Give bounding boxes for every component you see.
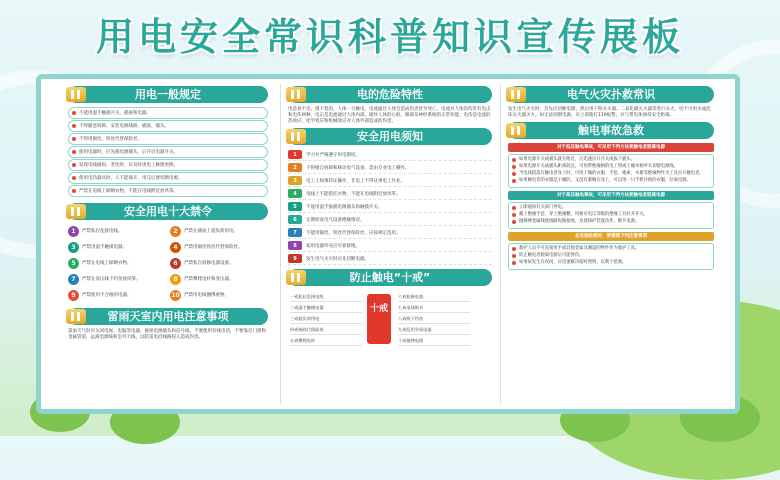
bullet-icon	[512, 247, 516, 251]
bullet-icon	[512, 254, 516, 258]
section-header-ten-bans: 安全用电十大禁令	[68, 203, 268, 220]
ban-item	[170, 256, 268, 270]
list-item	[288, 175, 492, 187]
precept-item: 七戒电线晾衣	[398, 303, 470, 313]
bullet-icon	[72, 111, 76, 115]
number-badge: 6	[288, 215, 302, 224]
number-badge: 6	[170, 258, 181, 269]
ban-item	[68, 256, 166, 270]
list-item	[288, 253, 492, 265]
list-item	[512, 171, 710, 177]
notice-text: 不得擅自拆卸和移动电气设备，需由专业电工操作。	[306, 165, 410, 171]
column-left	[68, 82, 268, 343]
ban-item	[68, 272, 166, 286]
section-header-fire: 电气火灾扑救常识	[508, 86, 714, 103]
precept-item: 三戒超负荷用电	[290, 314, 362, 324]
bullet-icon	[512, 172, 516, 176]
ban-text: 严禁用电线捆绑重物。	[184, 293, 229, 298]
ten-precepts-badge: 十戒	[367, 294, 391, 344]
aid-text: 抛掷裸金属线使线路短路接地，迫使保护装置动作，断开电源。	[519, 219, 640, 224]
number-badge: 7	[288, 228, 302, 237]
bullet-icon	[72, 137, 76, 141]
precept-item: 十戒拖拽电线	[398, 336, 470, 346]
ten-bans-grid	[68, 224, 268, 302]
list-item: 不能用湿手触摸开关、插座和电器。	[68, 107, 268, 119]
precept-item: 八戒线下钓鱼	[398, 314, 470, 324]
list-item: 不得随意拆卸、安装电源线路、插座、插头。	[68, 120, 268, 132]
number-badge: 8	[288, 241, 302, 250]
list-item	[288, 201, 492, 213]
section-header-thunderstorm: 雷雨天室内用电注意事项	[68, 308, 268, 325]
page-title: 用电安全常识科普知识宣传展板	[95, 15, 684, 59]
bullet-icon	[72, 124, 76, 128]
notice-text: 定期检查电气设备绝缘情况。	[306, 217, 365, 223]
notice-text: 不能用铜丝、铁丝代替保险丝，应按规定选用。	[306, 230, 401, 236]
aid-text: 防止触电者脱离电源后可能摔伤。	[519, 253, 584, 258]
number-badge: 1	[68, 226, 79, 237]
list-item	[288, 149, 492, 161]
column-middle	[288, 82, 492, 348]
number-badge: 9	[68, 290, 79, 301]
high-voltage-title: 对于高压触电事故，可采用下列方法使触电者脱离电源	[508, 191, 714, 200]
list-item: 使用电器时，应先插电源插头，后开启电器开关。	[68, 146, 268, 158]
number-badge: 5	[68, 258, 79, 269]
list-item	[512, 253, 710, 259]
column-right	[508, 82, 714, 270]
ban-text: 严禁用湿手触摸电器。	[82, 245, 127, 250]
high-voltage-list	[508, 202, 714, 229]
number-badge: 3	[288, 176, 302, 185]
rescue-notes-list	[508, 243, 714, 270]
aid-text: 救护人员不可直接用手或其他金属及潮湿的物件作为救护工具。	[519, 246, 640, 251]
section-header-danger: 电的危险特性	[288, 86, 492, 103]
section-header-safety-notice: 安全用电须知	[288, 128, 492, 145]
section-header-general-rules: 用电一般规定	[68, 86, 268, 103]
number-badge: 1	[288, 150, 302, 159]
list-item	[512, 157, 710, 163]
ban-item	[68, 240, 166, 254]
list-item: 不得用铜丝、铁丝代替保险丝。	[68, 133, 268, 145]
ban-text: 严禁用铜丝铁丝代替保险丝。	[184, 245, 243, 250]
list-item	[512, 246, 710, 252]
notice-text: 不能用湿手拔插电源插头和触摸开关。	[306, 204, 383, 210]
bullet-icon	[512, 165, 516, 169]
aid-text: 立即通知有关部门停电。	[519, 205, 567, 210]
general-rules-list	[68, 107, 268, 197]
aid-text: 当电线搭落在触电者身上时，可用干燥的衣服、手套、绳索、木板等绝缘物作为工具拉开触电者。	[519, 171, 704, 176]
ten-precepts	[288, 290, 492, 348]
bullet-icon	[512, 220, 516, 224]
number-badge: 10	[171, 291, 180, 299]
number-badge: 2	[170, 226, 181, 237]
notice-text: 学习并严格遵守用电制度。	[306, 152, 360, 158]
list-item	[512, 219, 710, 225]
aid-text: 如果电源开关或插头距离较远，可用带绝缘柄的电工钳或干燥木柄斧头切断电源线。	[519, 164, 678, 169]
column-divider	[500, 84, 501, 404]
number-badge: 3	[68, 242, 79, 253]
number-badge: 7	[68, 274, 79, 285]
number-badge: 9	[288, 254, 302, 263]
bullet-icon	[512, 158, 516, 162]
notice-text: 电线上不能搭挂衣物，不能在电线附近放风筝。	[306, 191, 401, 197]
list-item	[288, 188, 492, 200]
ban-text: 严禁在插座上超负荷用电。	[184, 229, 238, 234]
bullet-icon	[512, 213, 516, 217]
section-header-ten-precepts: 防止触电“十戒”	[288, 269, 492, 286]
number-badge: 4	[288, 189, 302, 198]
low-voltage-title: 对于低压触电事故，可采用下列方法使触电者脱离电源	[508, 143, 714, 152]
list-item: 严禁在电线上晾晒衣物，不能在电线附近放风筝。	[68, 185, 268, 197]
rescue-notes-title: 在实施抢救时，要遵循下列注意事项	[508, 232, 714, 241]
notice-text: 发生电气火灾时应先切断电源。	[306, 256, 369, 262]
bullet-icon	[512, 261, 516, 265]
ban-text: 严禁在电线上晾晒衣物。	[82, 261, 132, 266]
column-divider	[280, 84, 281, 404]
bullet-icon	[72, 189, 76, 193]
danger-text: 电是看不见、摸不着的，人体一旦触电，电流通过人体会造成伤害甚至死亡。电流对人体的伤害有电击和电伤两种，电击是电流通过人体内部，破坏人体的心脏、肺部及神经系统的正常功能；电伤是电流的热效应、化学效应和机械效应对人体外部造成的伤害。	[288, 107, 491, 124]
list-item	[512, 205, 710, 211]
list-item	[288, 240, 492, 252]
ban-item	[68, 224, 166, 238]
bullet-icon	[512, 206, 516, 210]
list-item	[512, 164, 710, 170]
list-item: 使用电热器具时，人不能离开，用完后要切断电源。	[68, 172, 268, 184]
precept-item: 二戒湿手触摸电器	[290, 303, 362, 313]
ban-text: 严禁使用不合格的电器。	[82, 293, 132, 298]
bullet-icon	[512, 179, 516, 183]
list-item	[288, 162, 492, 174]
precept-item: 四戒铜丝代保险丝	[290, 325, 362, 335]
ban-item	[170, 240, 268, 254]
ban-item	[170, 272, 268, 286]
ban-item	[170, 224, 268, 238]
notice-text: 电工上岗须持证操作，非电工不得从事电工作业。	[306, 178, 405, 184]
list-item	[288, 227, 492, 239]
aid-text: 戴上绝缘手套，穿上绝缘靴，用相应电压等级的绝缘工具拉开开关。	[519, 212, 648, 217]
list-item	[512, 260, 710, 266]
bullet-icon	[72, 176, 76, 180]
list-item: 发现电线破损、老化时，应及时请电工修理更换。	[68, 159, 268, 171]
precept-item: 一戒私拉乱接电线	[290, 292, 362, 302]
number-badge: 2	[288, 163, 302, 172]
thunderstorm-text: 雷雨天气时应关闭电视、电脑等电器，拔掉电源插头和信号线，不要使用有线电话，不要靠近门窗和金属管道，远离电源线和室外天线，以防雷电沿线路侵入造成伤害。	[68, 329, 266, 340]
number-badge: 5	[288, 202, 302, 211]
low-voltage-list	[508, 154, 714, 188]
bullet-icon	[72, 150, 76, 154]
number-badge: 8	[170, 274, 181, 285]
list-item	[512, 212, 710, 218]
ban-text: 严禁私自拆修电器设备。	[184, 261, 234, 266]
ban-text: 严禁在高压线下钓鱼放风筝。	[82, 277, 141, 282]
safety-notice-list	[288, 149, 492, 265]
ban-text: 严禁攀爬电杆和变压器。	[184, 277, 234, 282]
precept-item: 六戒私修电器	[398, 292, 470, 302]
aid-text: 如果触电者的衣服是干燥的，又没有紧缠在身上，可以用一只手抓住他的衣服，拉离电源。	[519, 178, 691, 183]
precept-item: 五戒攀爬电杆	[290, 336, 362, 346]
section-header-first-aid: 触电事故急救	[508, 122, 714, 139]
aid-text: 如果电源开关或插头就在附近，应迅速拉开开关或拔下插头。	[519, 157, 636, 162]
ban-item	[68, 288, 166, 302]
ban-text: 严禁私拉乱接电线。	[82, 229, 123, 234]
bullet-icon	[72, 163, 76, 167]
fire-text: 发生电气火灾时，首先应切断电源，然后用干粉灭火器、二氧化碳灭火器等进行灭火，切不可用水或泡沫灭火器灭火。如无法切断电源，应立即拨打119报警，并与带电体保持安全距离。	[508, 107, 711, 118]
aid-text: 如事故发生在夜间，应迅速解决临时照明，以利于抢救。	[519, 260, 627, 265]
list-item	[288, 214, 492, 226]
ban-item	[170, 288, 268, 302]
list-item	[512, 178, 710, 184]
precept-item: 九戒乱用劣质电器	[398, 325, 470, 335]
notice-text: 家用电器外壳应可靠接地。	[306, 243, 360, 249]
number-badge: 4	[170, 242, 181, 253]
